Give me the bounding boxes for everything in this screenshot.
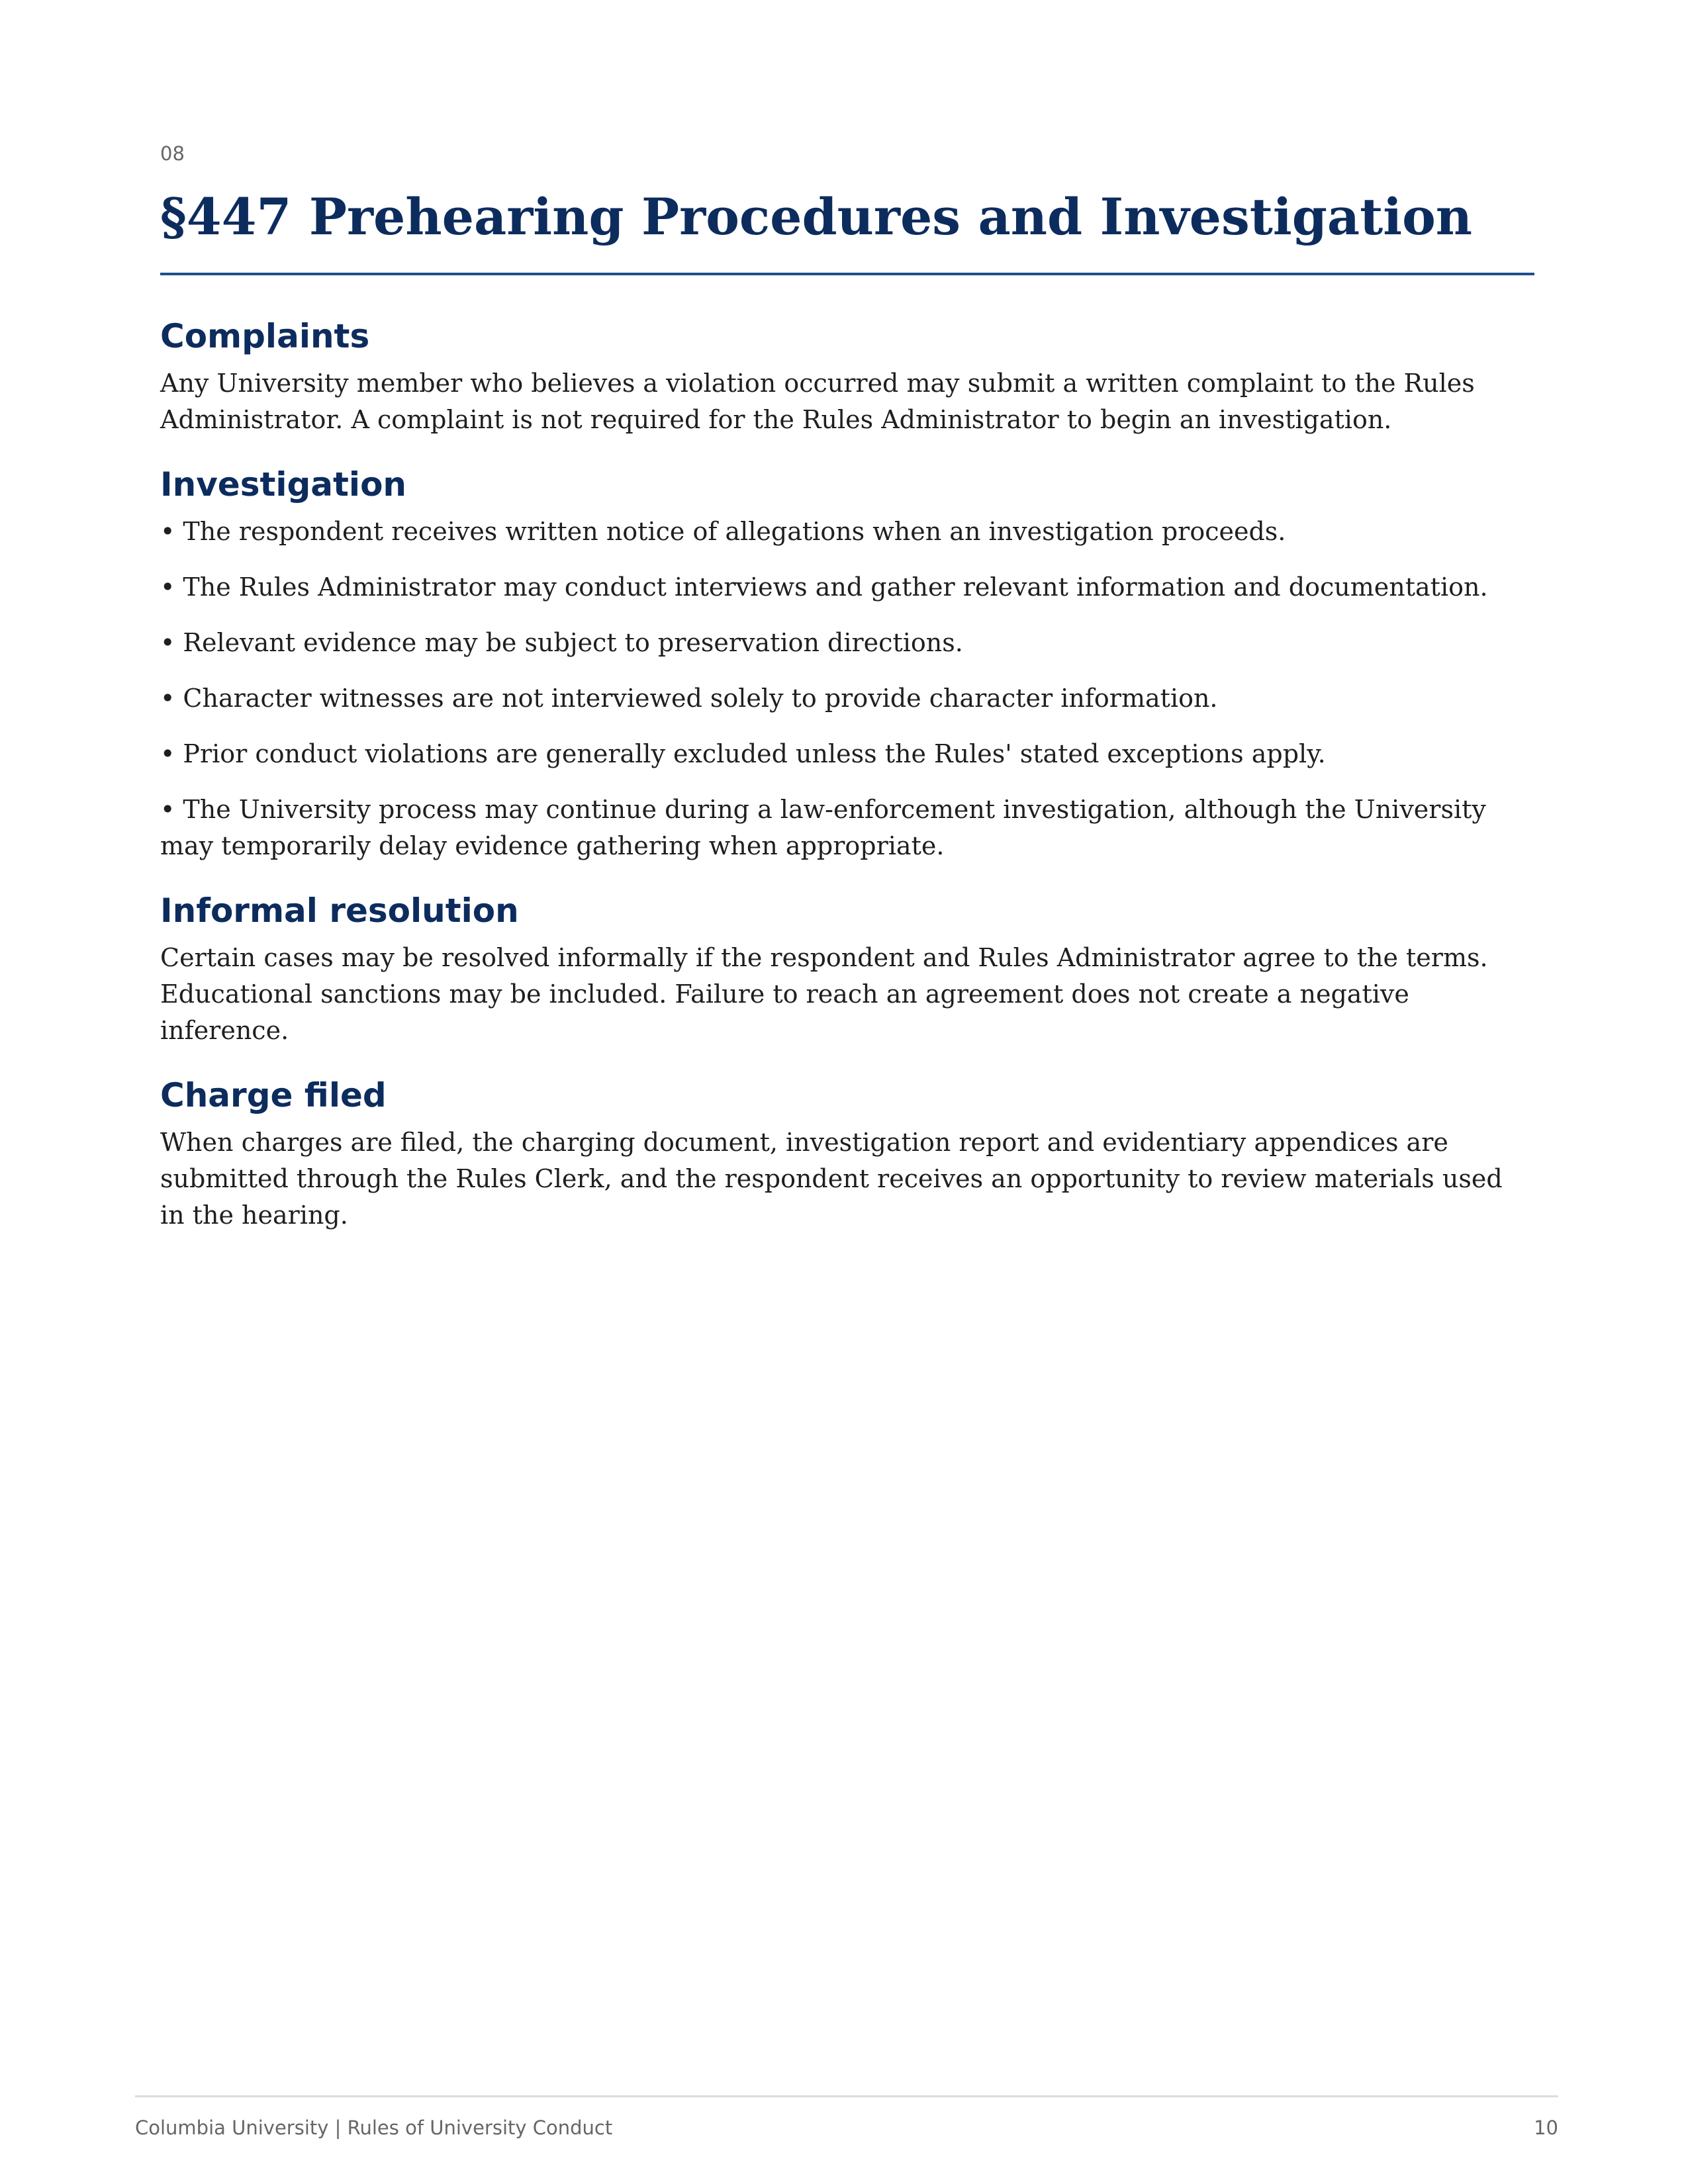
bullet-text: Prior conduct violations are generally excluded unless the Rules' stated exceptions apply. (183, 739, 1326, 768)
bullet-text: Character witnesses are not interviewed solely to provide character information. (183, 684, 1218, 713)
bullet-icon: • (160, 517, 175, 546)
bullet-text: The respondent receives written notice of allegations when an investigation proceeds. (183, 517, 1286, 546)
section-paragraph-charge-filed: When charges are filed, the charging document, investigation report and evidentiary appendices are submitted through the Rules Clerk, and the respondent receives an opportunity to review materials used in the hearing. (160, 1128, 1503, 1230)
bullet-icon: • (160, 795, 175, 824)
list-item (160, 514, 1534, 550)
list-item (160, 736, 1534, 772)
bullet-icon: • (160, 739, 175, 768)
bullet-text: The Rules Administrator may conduct interviews and gather relevant information and documentation. (183, 572, 1488, 602)
document-page (160, 142, 1534, 1234)
section-paragraph-complaints: Any University member who believes a violation occurred may submit a written complaint to the Rules Administrator. A complaint is not required for the Rules Administrator to begin an investigation. (160, 369, 1475, 434)
title-divider (160, 273, 1534, 275)
section-heading-charge-filed: Charge filed (160, 1076, 387, 1115)
page-footer (135, 2095, 1558, 2140)
list-item (160, 625, 1534, 661)
bullet-text: The University process may continue during a law-enforcement investigation, although the University may temporarily delay evidence gathering when appropriate. (160, 795, 1486, 860)
bullet-text: Relevant evidence may be subject to preservation directions. (183, 628, 963, 657)
bullet-icon: • (160, 572, 175, 602)
list-item (160, 792, 1534, 864)
chapter-number: 08 (160, 142, 185, 165)
page-title: §447 Prehearing Procedures and Investigation (160, 187, 1473, 246)
page-number: 10 (1534, 2116, 1558, 2139)
section-heading-investigation: Investigation (160, 465, 407, 504)
section-heading-informal-resolution: Informal resolution (160, 891, 519, 930)
investigation-bullet-list (160, 514, 1534, 864)
list-item (160, 569, 1534, 606)
section-heading-complaints: Complaints (160, 317, 370, 355)
list-item (160, 680, 1534, 717)
section-paragraph-informal-resolution: Certain cases may be resolved informally if the respondent and Rules Administrator agree to the terms. Educational sanctions may be included. Failure to reach an agreement does not create a negative inference. (160, 943, 1488, 1045)
bullet-icon: • (160, 628, 175, 657)
bullet-icon: • (160, 684, 175, 713)
footer-source-text: Columbia University | Rules of University Conduct (135, 2116, 613, 2139)
